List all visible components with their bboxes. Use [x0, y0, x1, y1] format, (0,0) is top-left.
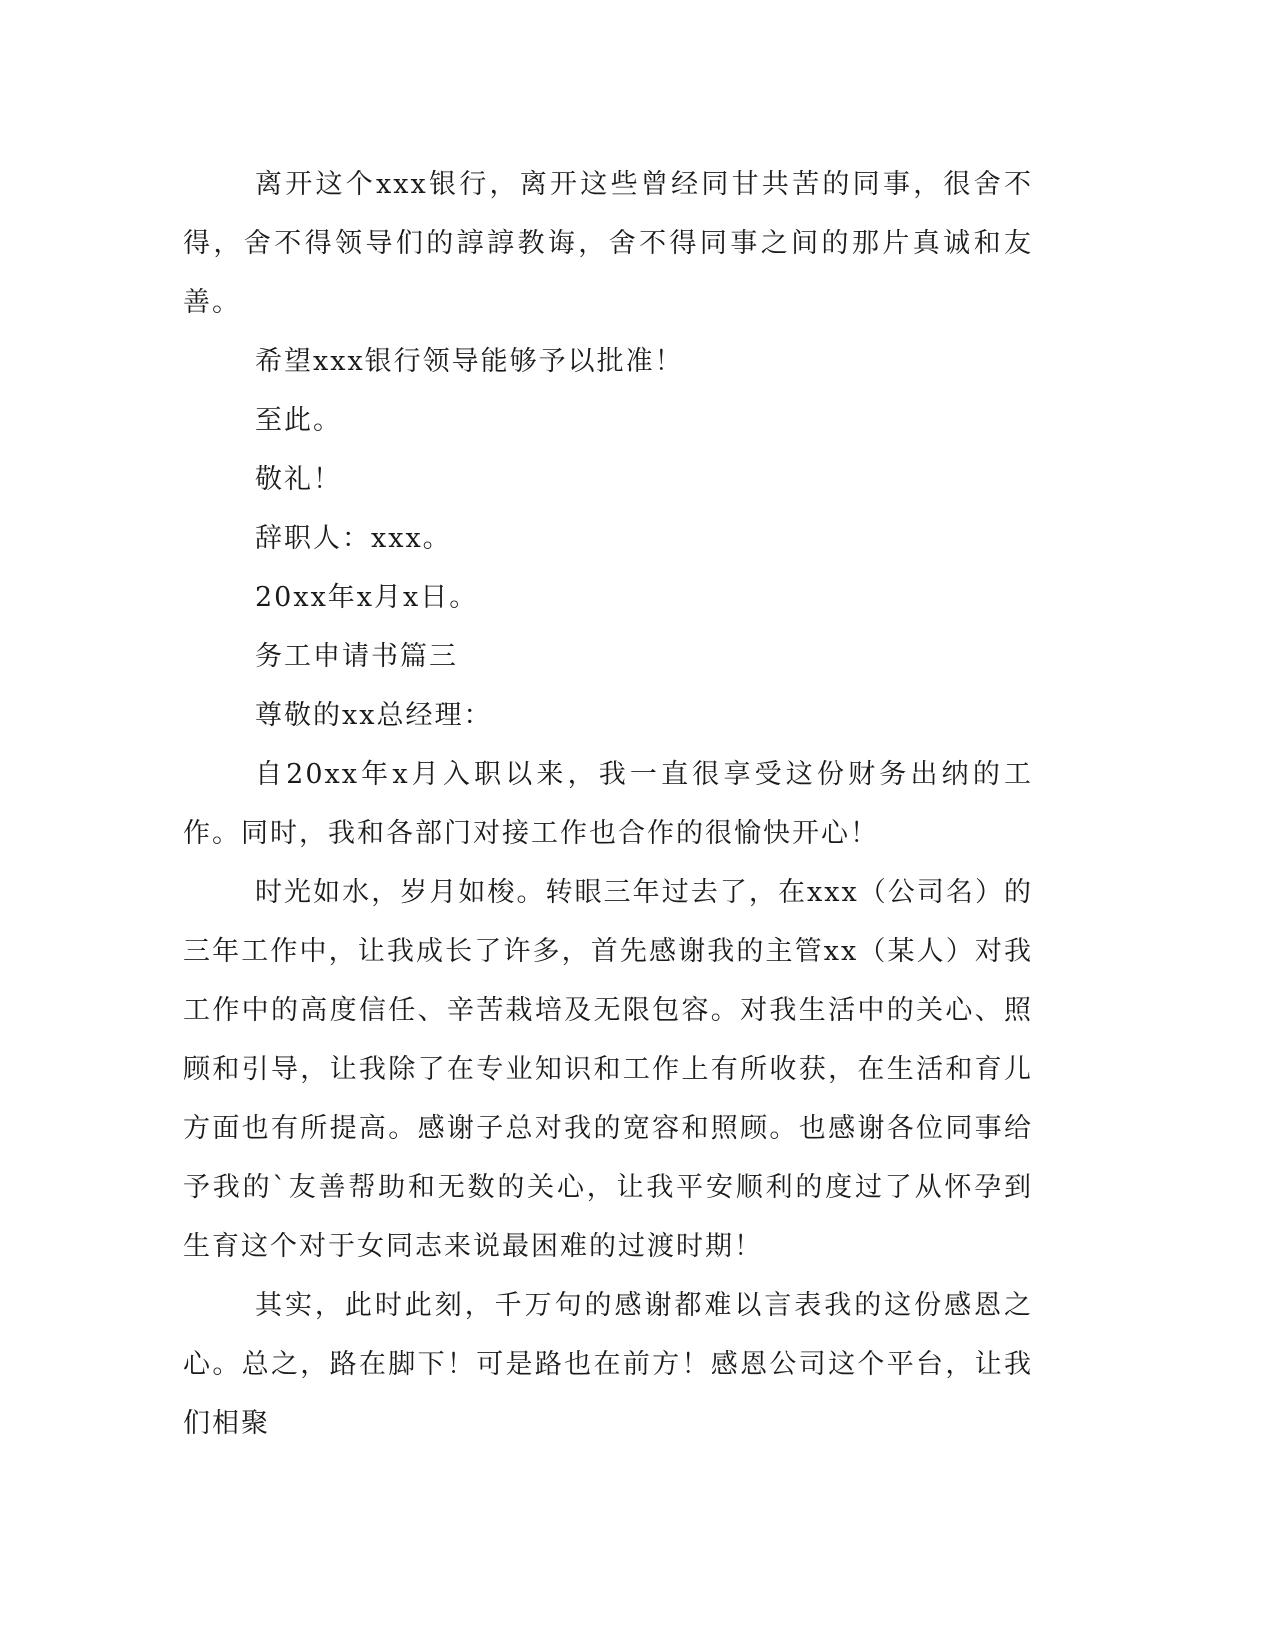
paragraph-intro: 自20xx年x月入职以来，我一直很享受这份财务出纳的工作。同时，我和各部门对接工作也合作的很愉快开心！: [183, 759, 1033, 849]
paragraph-salutation: 敬礼！: [255, 464, 342, 495]
paragraph-closing: 至此。: [255, 405, 342, 436]
paragraph-date: 20xx年x月x日。: [255, 582, 479, 613]
paragraph-addressee: 尊敬的xx总经理：: [255, 700, 493, 731]
paragraph-thanks: 时光如水，岁月如梭。转眼三年过去了，在xxx（公司名）的三年工作中，让我成长了许多，首先感谢我的主管xx（某人）对我工作中的高度信任、辛苦栽培及无限包容。对我生活中的关心、照顾和引导，让我除了在专业知识和工作上有所收获，在生活和育儿方面也有所提高。感谢子总对我的宽容和照顾。也感谢各位同事给予我的`友善帮助和无数的关心，让我平安顺利的度过了从怀孕到生育这个对于女同志来说最困难的过渡时期！: [183, 877, 1033, 1262]
paragraph-signature: 辞职人：xxx。: [255, 523, 452, 554]
paragraph-gratitude: 其实，此时此刻，千万句的感谢都难以言表我的这份感恩之心。总之，路在脚下！可是路也在前方！感恩公司这个平台，让我们相聚: [183, 1290, 1033, 1439]
paragraph-approval-request: 希望xxx银行领导能够予以批准！: [255, 346, 684, 377]
paragraph-farewell: 离开这个xxx银行，离开这些曾经同甘共苦的同事，很舍不得，舍不得领导们的諄諄教诲，舍不得同事之间的那片真诚和友善。: [183, 169, 1033, 318]
document-body: [183, 155, 1033, 1453]
section-heading: 务工申请书篇三: [255, 641, 458, 672]
